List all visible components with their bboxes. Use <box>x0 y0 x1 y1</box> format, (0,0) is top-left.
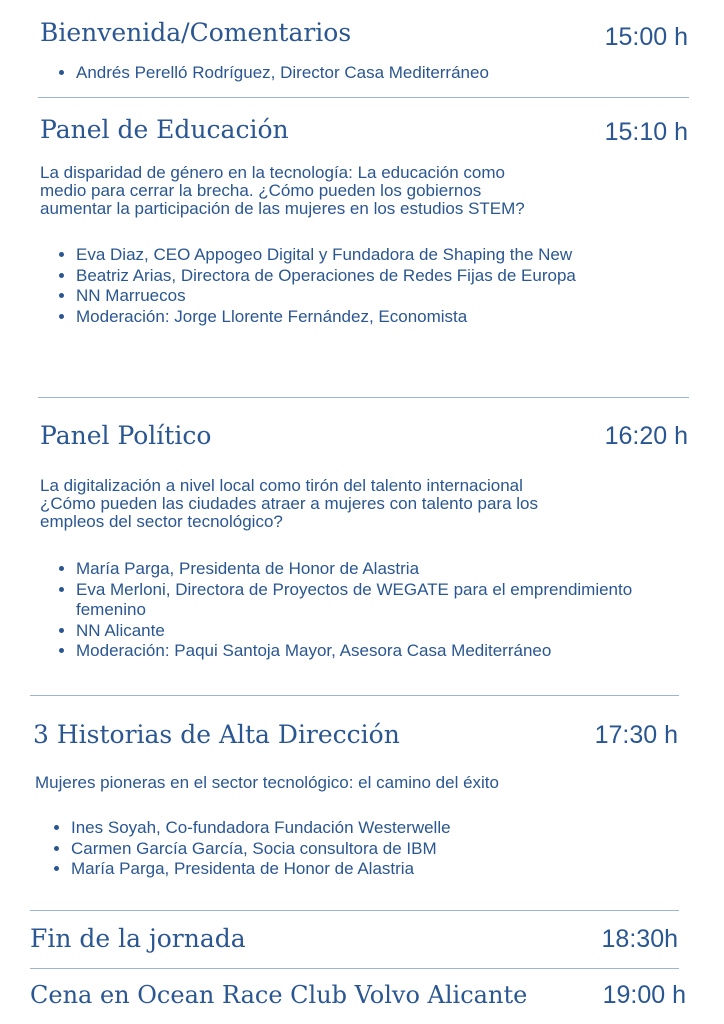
speaker-list-politico <box>56 559 636 662</box>
section-title-educacion: Panel de Educación <box>40 115 289 144</box>
speaker-item: • María Parga, Presidenta de Honor de Alastria <box>76 559 636 580</box>
speaker-list-educacion <box>56 245 676 327</box>
description-line: ¿Cómo pueden las ciudades atraer a mujeres con talento para los <box>40 494 539 513</box>
section-title-bienvenida: Bienvenida/Comentarios <box>40 18 352 47</box>
speaker-item: • Eva Diaz, CEO Appogeo Digital y Fundadora de Shaping the New <box>76 245 676 266</box>
divider <box>30 968 679 969</box>
speaker-list-historias <box>51 818 671 880</box>
section-time-bienvenida: 15:00 h <box>604 23 688 51</box>
speaker-item: • Carmen García García, Socia consultora de IBM <box>71 839 671 860</box>
speaker-item: • Ines Soyah, Co-fundadora Fundación Westerwelle <box>71 818 671 839</box>
divider <box>30 695 679 696</box>
speaker-item: • Eva Merloni, Directora de Proyectos de WEGATE para el emprendimiento femenino <box>76 580 636 621</box>
description-line: medio para cerrar la brecha. ¿Cómo pueden los gobiernos <box>40 181 482 200</box>
section-description-politico <box>40 477 700 531</box>
speaker-item: • Moderación: Paqui Santoja Mayor, Asesora Casa Mediterráneo <box>76 641 636 662</box>
section-time-politico: 16:20 h <box>604 422 688 450</box>
section-title-historias: 3 Historias de Alta Dirección <box>33 720 400 749</box>
section-time-historias: 17:30 h <box>594 721 678 749</box>
description-line: Mujeres pioneras en el sector tecnológico: el camino del éxito <box>35 773 499 792</box>
section-time-cena: 19:00 h <box>602 981 686 1009</box>
section-title-fin: Fin de la jornada <box>30 924 246 953</box>
description-line: aumentar la participación de las mujeres en los estudios STEM? <box>40 199 525 218</box>
description-line: La disparidad de género en la tecnología: La educación como <box>40 163 506 182</box>
description-line: empleos del sector tecnológico? <box>40 512 283 531</box>
divider <box>38 397 689 398</box>
speaker-item: • Beatriz Arias, Directora de Operaciones de Redes Fijas de Europa <box>76 266 676 287</box>
section-time-educacion: 15:10 h <box>604 118 688 146</box>
description-line: La digitalización a nivel local como tirón del talento internacional <box>40 476 523 495</box>
section-title-politico: Panel Político <box>40 421 212 450</box>
speaker-list-bienvenida <box>56 63 716 84</box>
divider <box>30 910 679 911</box>
section-description-educacion <box>40 164 690 218</box>
speaker-item: • Andrés Perelló Rodríguez, Director Casa Mediterráneo <box>76 63 716 84</box>
divider <box>38 97 689 98</box>
speaker-item: • NN Marruecos <box>76 286 676 307</box>
speaker-item: • NN Alicante <box>76 621 636 642</box>
speaker-item: • María Parga, Presidenta de Honor de Alastria <box>71 859 671 880</box>
section-time-fin: 18:30h <box>601 925 678 953</box>
speaker-item: • Moderación: Jorge Llorente Fernández, Economista <box>76 307 676 328</box>
section-description-historias <box>35 774 695 792</box>
section-title-cena: Cena en Ocean Race Club Volvo Alicante <box>30 981 528 1009</box>
